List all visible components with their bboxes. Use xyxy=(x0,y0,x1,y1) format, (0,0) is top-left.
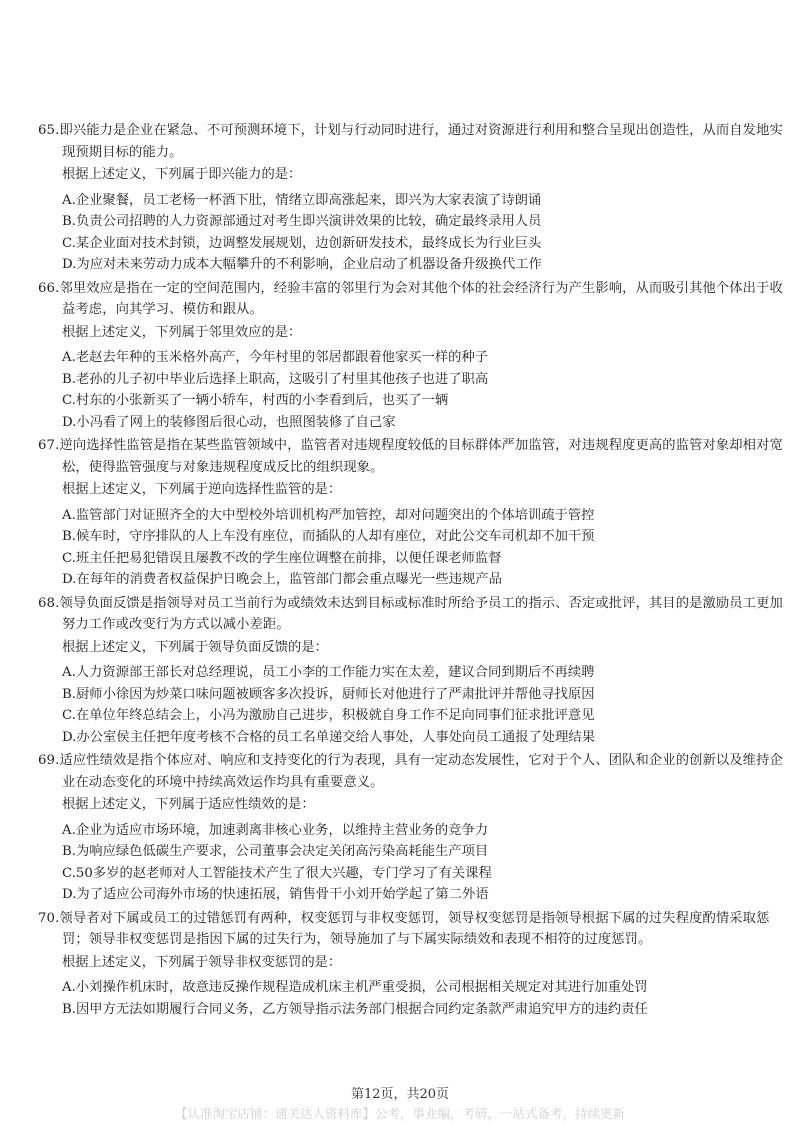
question-prompt: 根据上述定义，下列属于邻里效应的是： xyxy=(62,324,302,340)
answer-option: D.在每年的消费者权益保护日晚会上，监管部门都会重点曝光一些违规产品 xyxy=(62,572,502,587)
question-block xyxy=(38,908,790,1021)
answer-option: B.候车时，守序排队的人上车没有座位，而插队的人却有座位，对此公交车司机却不加干预 xyxy=(62,529,595,544)
question-stem: 70.领导者对下属或员工的过错惩罚有两种，权变惩罚与非权变惩罚，领导权变惩罚是指领导根据下属的过失程度酌情采取惩罚；领导非权变惩罚是指因下属的过失行为，领导施加了与下属实际绩效和表现不相符的过度惩罚。 xyxy=(38,910,770,947)
answer-option: D.办公室侯主任把年度考核不合格的员工名单递交给人事处，人事处向员工通报了处理结果 xyxy=(62,729,595,745)
answer-option: D.为应对未来劳动力成本大幅攀升的不利影响，企业启动了机器设备升级换代工作 xyxy=(62,257,542,272)
answer-option: B.老孙的儿子初中毕业后选择上职高，这吸引了村里其他孩子也进了职高 xyxy=(62,371,489,387)
answer-option: B.厨师小徐因为炒菜口味问题被顾客多次投诉，厨师长对他进行了严肃批评并帮他寻找原因 xyxy=(62,686,595,702)
question-stem: 66.邻里效应是指在一定的空间范围内，经验丰富的邻里行为会对其他个体的社会经济行为产生影响，从而吸引其他个体出于收益考虑，向其学习、模仿和跟从。 xyxy=(38,280,783,317)
question-prompt: 根据上述定义，下列属于逆向选择性监管的是： xyxy=(62,482,342,497)
answer-option: C.班主任把易犯错误且屡教不改的学生座位调整在前排，以便任课老师监督 xyxy=(62,550,502,566)
answer-option: A.老赵去年种的玉米格外高产，今年村里的邻居都跟着他家买一样的种子 xyxy=(62,350,489,365)
answer-option: A.企业聚餐，员工老杨一杯酒下肚，情绪立即高涨起来，即兴为大家表演了诗朗诵 xyxy=(62,192,542,208)
answer-option: C.某企业面对技术封锁，边调整发展规划，边创新研发技术，最终成长为行业巨头 xyxy=(62,235,542,251)
question-block xyxy=(38,750,790,906)
question-prompt: 根据上述定义，下列属于领导负面反馈的是： xyxy=(62,639,328,655)
answer-option: B.因甲方无法如期履行合同义务，乙方领导指示法务部门根据合同约定条款严肃追究甲方的违约责任 xyxy=(62,1001,648,1017)
answer-option: B.为响应绿色低碳生产要求，公司董事会决定关闭高污染高耗能生产项目 xyxy=(62,844,489,859)
answer-option: D.为了适应公司海外市场的快速拓展，销售骨干小刘开始学起了第二外语 xyxy=(62,887,489,902)
question-block xyxy=(38,593,790,749)
answer-option: C.50多岁的赵老师对人工智能技术产生了很大兴趣，专门学习了有关课程 xyxy=(62,865,492,881)
question-prompt: 根据上述定义，下列属于领导非权变惩罚的是： xyxy=(62,954,342,970)
question-stem: 69.适应性绩效是指个体应对、响应和支持变化的行为表现，具有一定动态发展性，它对于个人、团队和企业的创新以及维持企业在动态变化的环境中持续高效运作均具有重要意义。 xyxy=(38,753,783,790)
question-block xyxy=(38,435,790,591)
question-stem: 68.领导负面反馈是指领导对员工当前行为或绩效未达到目标或标准时所给予员工的指示、否定或批评，其目的是激励员工更加努力工作或改变行为方式以减小差距。 xyxy=(38,595,783,632)
question-stem: 67.逆向选择性监管是指在某些监管领域中，监管者对违规程度较低的目标群体严加监管，对违规程度更高的监管对象却相对宽松，使得监管强度与对象违规程度成反比的组织现象。 xyxy=(38,438,783,475)
answer-option: A.监管部门对证照齐全的大中型校外培训机构严加管控，却对问题突出的个体培训疏于管控 xyxy=(62,507,595,523)
question-block xyxy=(38,120,790,276)
question-block xyxy=(38,278,790,434)
question-list xyxy=(38,120,790,1022)
answer-option: C.村东的小张新买了一辆小轿车，村西的小李看到后，也买了一辆 xyxy=(62,393,449,408)
watermark-text: 【认准淘宝店铺：通关达人资料库】公考，事业编，考研，一站式备考，持续更新 xyxy=(174,1106,625,1121)
answer-option: A.小刘操作机床时，故意违反操作规程造成机床主机严重受损，公司根据相关规定对其进行加重处罚 xyxy=(62,980,648,995)
answer-option: A.企业为适应市场环境，加速剥离非核心业务，以维持主营业务的竞争力 xyxy=(62,822,489,838)
answer-option: A.人力资源部王部长对总经理说，员工小李的工作能力实在太差，建议合同到期后不再续聘 xyxy=(62,665,595,680)
answer-option: D.小冯看了网上的装修图后很心动，也照图装修了自己家 xyxy=(62,414,396,430)
question-prompt: 根据上述定义，下列属于即兴能力的是： xyxy=(62,167,302,182)
answer-option: B.负责公司招聘的人力资源部通过对考生即兴演讲效果的比较，确定最终录用人员 xyxy=(62,214,542,229)
answer-option: C.在单位年终总结会上，小冯为激励自己进步，积极就自身工作不足向同事们征求批评意见 xyxy=(62,708,595,723)
question-stem: 65.即兴能力是企业在紧急、不可预测环境下，计划与行动同时进行，通过对资源进行利用和整合呈现出创造性，从而自发地实现预期目标的能力。 xyxy=(38,123,783,160)
question-prompt: 根据上述定义，下列属于适应性绩效的是： xyxy=(62,797,315,812)
page-number: 第12页，共20页 xyxy=(350,1087,450,1102)
